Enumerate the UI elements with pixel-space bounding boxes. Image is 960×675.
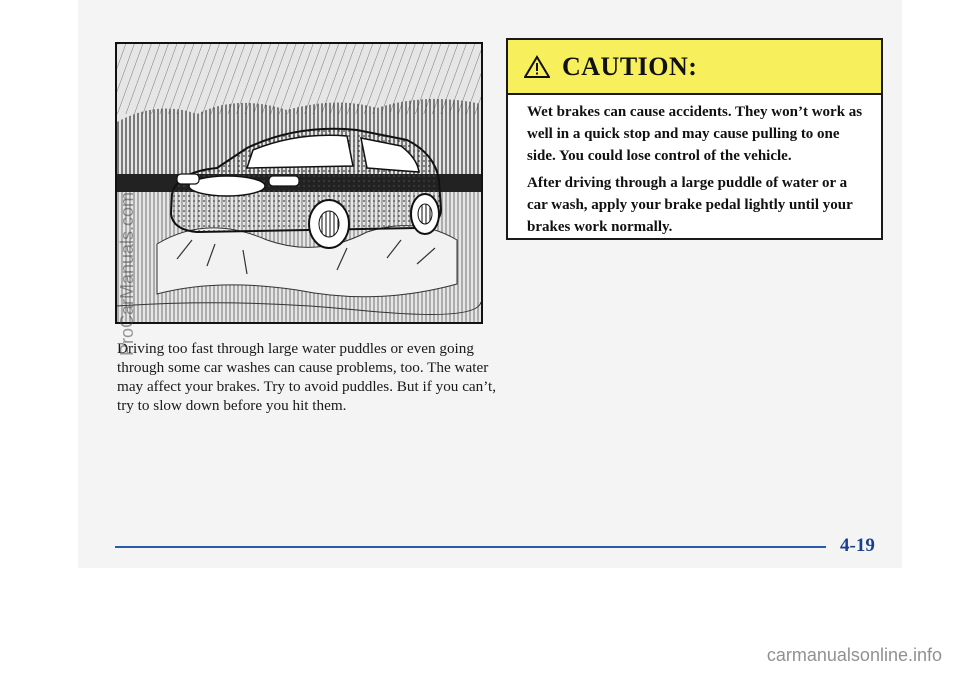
body-paragraph: Driving too fast through large water puddles or even going through some car washes can cause problems, too. The water may affect your brakes. Try to avoid puddles. But if you can’t, try to slow down before you hit them. [117,340,497,414]
caution-title: CAUTION: [562,51,698,81]
caution-header [508,40,881,95]
footer-rule [115,546,826,548]
caution-paragraph-2: After driving through a large puddle of water or a car wash, apply your brake pedal lightly until your brakes work normally. [527,175,853,235]
page-number: 4-19 [840,535,875,556]
warning-triangle-icon [524,55,550,79]
car-in-water-illustration [115,42,483,324]
bottom-watermark: carmanualsonline.info [766,645,942,665]
side-watermark: ProCarManuals.com [117,191,137,356]
caution-box [506,38,883,240]
caution-body [508,95,881,238]
caution-paragraph-1: Wet brakes can cause accidents. They won’t work as well in a quick stop and may cause pulling to one side. You could lose control of the vehicle. [527,104,863,164]
illustration-drawing [117,44,481,322]
